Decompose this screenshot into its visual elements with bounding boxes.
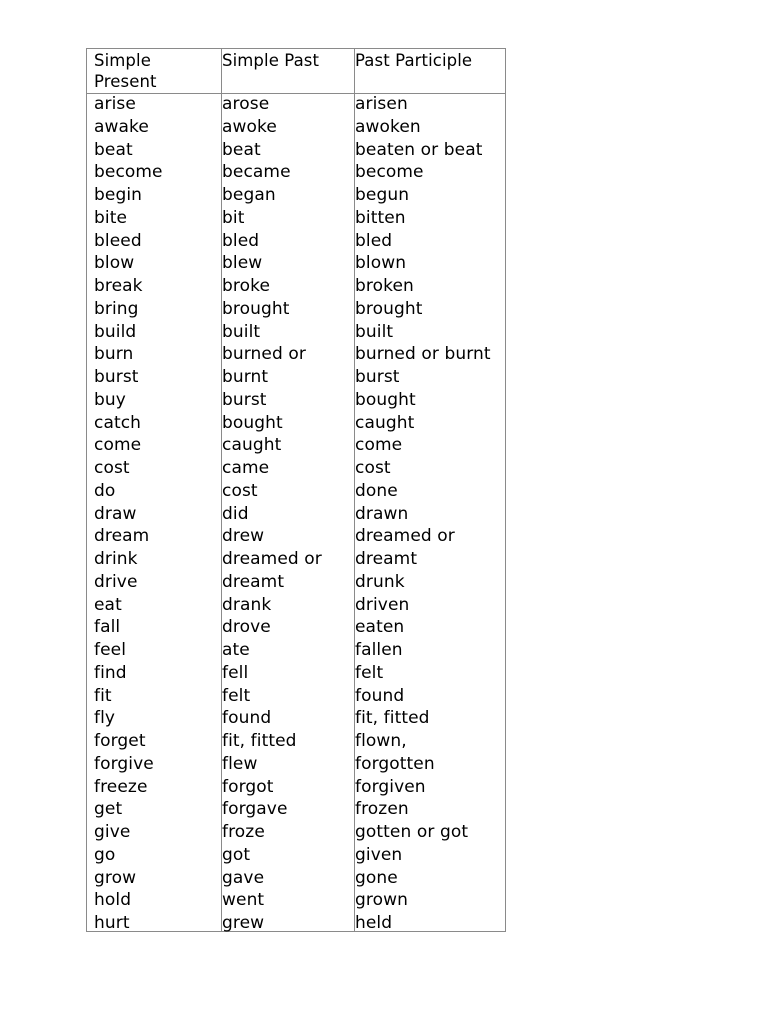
simple-past-cell: gave: [222, 867, 265, 888]
simple-present-cell: beat: [94, 139, 133, 160]
simple-past-cell: felt: [222, 685, 251, 706]
simple-past-cell: grew: [222, 913, 265, 933]
table-row: [87, 343, 505, 366]
past-participle-cell: bought: [355, 389, 416, 410]
past-participle-cell: forgiven: [355, 776, 426, 797]
simple-past-cell: burnt: [222, 367, 269, 387]
simple-past-cell: brought: [222, 298, 290, 319]
simple-past-cell: bit: [222, 207, 245, 228]
past-participle-cell: dreamt: [355, 549, 418, 569]
simple-present-cell: arise: [94, 94, 136, 114]
table-row: [87, 798, 505, 821]
simple-past-cell: did: [222, 503, 249, 524]
simple-past-cell: cost: [222, 480, 258, 501]
simple-present-cell: buy: [94, 389, 126, 410]
past-participle-cell: forgotten: [355, 753, 435, 774]
past-participle-cell: held: [355, 913, 393, 933]
table-row: [87, 116, 505, 139]
simple-present-cell: fit: [94, 685, 112, 706]
table-row: [87, 776, 505, 799]
simple-past-cell: built: [222, 321, 261, 342]
past-participle-cell: built: [355, 321, 394, 342]
table-row: [87, 93, 505, 116]
simple-present-cell: go: [94, 844, 116, 865]
verb-table: [86, 48, 506, 932]
table-row: [87, 594, 505, 617]
table-row: [87, 434, 505, 457]
past-participle-cell: flown,: [355, 731, 407, 751]
simple-present-cell: freeze: [94, 776, 148, 797]
past-participle-cell: blown: [355, 253, 407, 274]
simple-present-cell: blow: [94, 253, 135, 274]
past-participle-cell: bled: [355, 230, 393, 251]
simple-past-cell: forgot: [222, 776, 274, 797]
simple-present-cell: drive: [94, 571, 138, 592]
table-row: [87, 230, 505, 253]
simple-past-cell: found: [222, 708, 272, 729]
past-participle-cell: given: [355, 844, 403, 865]
simple-present-cell: grow: [94, 867, 137, 888]
simple-past-cell: came: [222, 458, 270, 478]
simple-present-cell: burn: [94, 344, 134, 365]
past-participle-cell: gotten or got: [355, 822, 469, 842]
past-participle-cell: frozen: [355, 799, 409, 820]
table-row: [87, 207, 505, 230]
past-participle-cell: begun: [355, 185, 410, 205]
table-row: [87, 912, 505, 935]
table-row: [87, 503, 505, 526]
simple-present-cell: burst: [94, 367, 139, 387]
past-participle-cell: fit, fitted: [355, 708, 430, 729]
simple-past-cell: burned or: [222, 344, 306, 365]
past-participle-cell: caught: [355, 412, 415, 433]
table-row: [87, 867, 505, 890]
simple-present-cell: get: [94, 799, 123, 820]
table-row: [87, 821, 505, 844]
simple-past-cell: went: [222, 890, 265, 911]
simple-past-cell: beat: [222, 139, 261, 160]
simple-past-cell: drove: [222, 617, 271, 638]
table-row: [87, 639, 505, 662]
simple-past-cell: burst: [222, 389, 267, 410]
table-row: [87, 730, 505, 753]
table-row: [87, 457, 505, 480]
simple-present-cell: catch: [94, 412, 142, 433]
simple-present-cell: hurt: [94, 913, 130, 933]
simple-present-cell: do: [94, 480, 116, 501]
simple-present-cell: bite: [94, 207, 128, 228]
simple-past-cell: blew: [222, 253, 263, 274]
header-past-participle: Past Participle: [355, 51, 473, 70]
simple-past-cell: flew: [222, 753, 258, 774]
simple-past-cell: caught: [222, 435, 282, 456]
simple-past-cell: fell: [222, 662, 249, 683]
simple-past-cell: became: [222, 162, 291, 183]
past-participle-cell: felt: [355, 662, 384, 683]
past-participle-cell: dreamed or: [355, 526, 455, 547]
past-participle-cell: burned or burnt: [355, 344, 491, 365]
simple-past-cell: dreamt: [222, 571, 285, 592]
simple-present-cell: become: [94, 162, 163, 183]
table-row: [87, 844, 505, 867]
simple-present-cell: awake: [94, 116, 149, 137]
simple-present-cell: fall: [94, 617, 121, 638]
simple-present-cell: bleed: [94, 230, 142, 251]
table-row: [87, 889, 505, 912]
table-row: [87, 548, 505, 571]
simple-past-cell: began: [222, 185, 276, 205]
simple-present-cell: begin: [94, 185, 143, 205]
past-participle-cell: done: [355, 480, 398, 501]
table-row: [87, 707, 505, 730]
table-row: [87, 753, 505, 776]
past-participle-cell: drawn: [355, 503, 409, 524]
past-participle-cell: bitten: [355, 207, 406, 228]
table-row: [87, 685, 505, 708]
simple-present-cell: find: [94, 662, 127, 683]
past-participle-cell: come: [355, 435, 403, 456]
table-row: [87, 412, 505, 435]
past-participle-cell: beaten or beat: [355, 139, 483, 160]
table-body: [87, 93, 505, 935]
simple-present-cell: forget: [94, 731, 146, 751]
past-participle-cell: burst: [355, 367, 400, 387]
past-participle-cell: awoken: [355, 116, 421, 137]
past-participle-cell: broken: [355, 276, 414, 296]
simple-present-cell: eat: [94, 594, 122, 615]
simple-past-cell: arose: [222, 94, 270, 114]
simple-present-cell: come: [94, 435, 142, 456]
past-participle-cell: cost: [355, 458, 391, 478]
past-participle-cell: fallen: [355, 640, 403, 660]
table-row: [87, 139, 505, 162]
simple-present-cell: dream: [94, 526, 150, 547]
table-row: [87, 662, 505, 685]
table-row: [87, 366, 505, 389]
simple-present-cell: fly: [94, 708, 116, 729]
table-row: [87, 389, 505, 412]
past-participle-cell: drunk: [355, 571, 405, 592]
simple-present-cell: forgive: [94, 753, 154, 774]
past-participle-cell: arisen: [355, 94, 408, 114]
simple-present-cell: give: [94, 822, 131, 842]
simple-past-cell: bled: [222, 230, 260, 251]
simple-present-cell: feel: [94, 640, 127, 660]
table-row: [87, 480, 505, 503]
table-row: [87, 321, 505, 344]
past-participle-cell: found: [355, 685, 405, 706]
past-participle-cell: driven: [355, 594, 410, 615]
simple-present-cell: drink: [94, 549, 138, 569]
past-participle-cell: gone: [355, 867, 398, 888]
past-participle-cell: brought: [355, 298, 423, 319]
table-row: [87, 184, 505, 207]
past-participle-cell: grown: [355, 890, 408, 911]
table-row: [87, 616, 505, 639]
simple-past-cell: broke: [222, 276, 271, 296]
simple-past-cell: fit, fitted: [222, 731, 297, 751]
simple-past-cell: froze: [222, 822, 265, 842]
simple-past-cell: forgave: [222, 799, 288, 820]
simple-present-cell: cost: [94, 458, 130, 478]
simple-past-cell: bought: [222, 412, 283, 433]
simple-past-cell: dreamed or: [222, 549, 322, 569]
table-row: [87, 571, 505, 594]
simple-present-cell: hold: [94, 890, 132, 911]
table-row: [87, 525, 505, 548]
simple-past-cell: drew: [222, 526, 265, 547]
past-participle-cell: become: [355, 162, 424, 183]
table-row: [87, 252, 505, 275]
header-simple-present: Simple Present: [94, 51, 157, 91]
simple-past-cell: got: [222, 844, 251, 865]
simple-present-cell: break: [94, 276, 143, 296]
simple-past-cell: ate: [222, 640, 250, 660]
simple-present-cell: bring: [94, 298, 139, 319]
simple-past-cell: awoke: [222, 116, 277, 137]
table-row: [87, 298, 505, 321]
simple-present-cell: build: [94, 321, 137, 342]
table-row: [87, 275, 505, 298]
header-simple-past: Simple Past: [222, 51, 320, 70]
table-row: [87, 161, 505, 184]
simple-present-cell: draw: [94, 503, 137, 524]
past-participle-cell: eaten: [355, 617, 405, 638]
simple-past-cell: drank: [222, 594, 272, 615]
